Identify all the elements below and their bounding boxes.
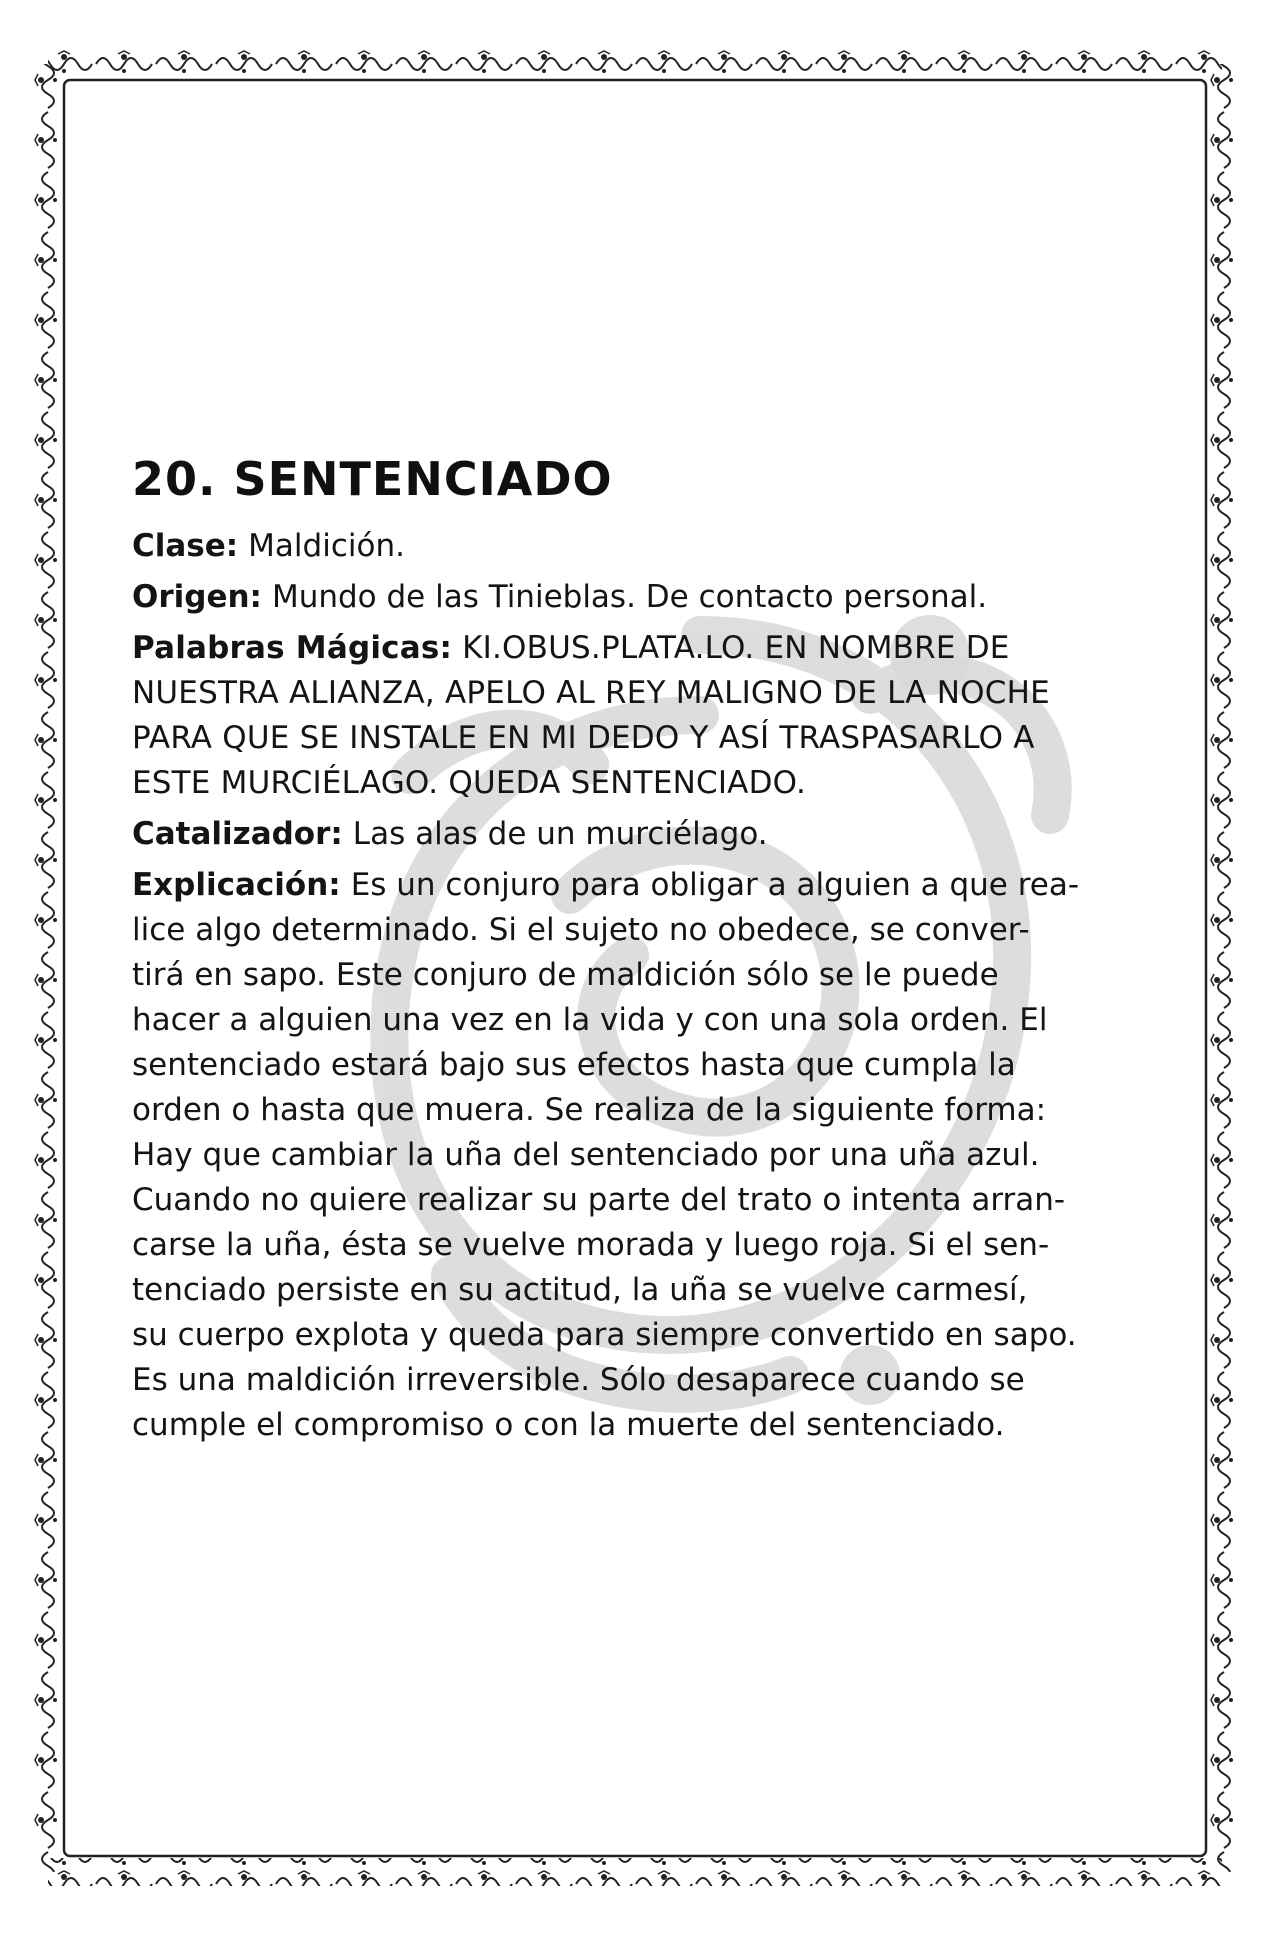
explicacion-line: cumple el compromiso o con la muerte del sentenciado. (132, 1407, 1005, 1443)
explicacion-line (132, 863, 1172, 908)
explicacion-line: Cuando no quiere realizar su parte del trato o intenta arran- (132, 1182, 1066, 1218)
page-title: 20. SENTENCIADO (132, 452, 613, 506)
explicacion-line: tirá en sapo. Este conjuro de maldición sólo se le puede (132, 957, 999, 993)
catalizador-row (132, 812, 1172, 857)
explicacion-line: hacer a alguien una vez en la vida y con una sola orden. El (132, 1002, 1048, 1038)
explicacion-line: sentenciado estará bajo sus efectos hasta que cumpla la (132, 1047, 1016, 1083)
explicacion-line: su cuerpo explota y queda para siempre convertido en sapo. (132, 1317, 1077, 1353)
clase-value: Maldición. (248, 528, 405, 564)
palabras-line: PARA QUE SE INSTALE EN MI DEDO Y ASÍ TRASPASARLO A (132, 720, 1035, 756)
explicacion-line: Es una maldición irreversible. Sólo desaparece cuando se (132, 1362, 1025, 1398)
origen-value: Mundo de las Tinieblas. De contacto personal. (271, 579, 988, 615)
palabras-line (132, 626, 1172, 671)
clase-label: Clase: (132, 528, 239, 564)
catalizador-value: Las alas de un murciélago. (352, 816, 768, 852)
palabras-line: ESTE MURCIÉLAGO. QUEDA SENTENCIADO. (132, 765, 807, 801)
explicacion-line: carse la uña, ésta se vuelve morada y luego roja. Si el sen- (132, 1227, 1050, 1263)
explicacion-line: orden o hasta que muera. Se realiza de la siguiente forma: (132, 1092, 1047, 1128)
catalizador-label: Catalizador: (132, 816, 343, 852)
origen-row (132, 575, 1172, 620)
explicacion-line: tenciado persiste en su actitud, la uña se vuelve carmesí, (132, 1272, 1028, 1308)
palabras-row (132, 626, 1172, 806)
explicacion-text: Es un conjuro para obligar a alguien a que rea- (350, 867, 1080, 903)
palabras-line: NUESTRA ALIANZA, APELO AL REY MALIGNO DE LA NOCHE (132, 675, 1050, 711)
explicacion-line: lice algo determinado. Si el sujeto no obedece, se conver- (132, 912, 1030, 948)
origen-label: Origen: (132, 579, 262, 615)
spell-entry (132, 452, 1172, 1454)
palabras-label: Palabras Mágicas: (132, 630, 453, 666)
palabras-text: KI.OBUS.PLATA.LO. EN NOMBRE DE (462, 630, 1010, 666)
clase-row (132, 524, 1172, 569)
explicacion-label: Explicación: (132, 867, 341, 903)
explicacion-row (132, 863, 1172, 1448)
explicacion-line: Hay que cambiar la uña del sentenciado por una uña azul. (132, 1137, 1040, 1173)
